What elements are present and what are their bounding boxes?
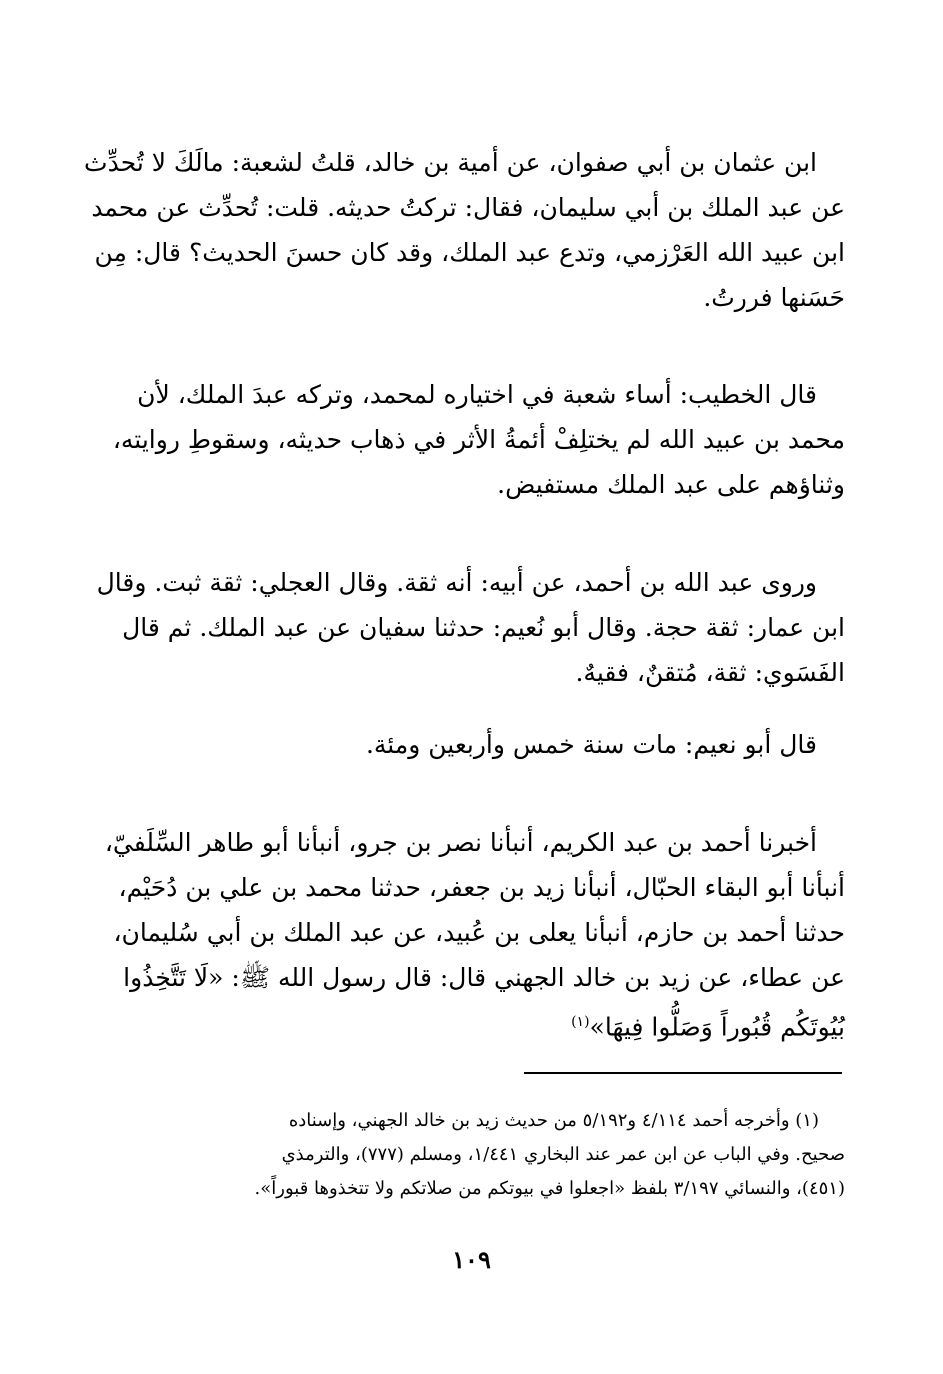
paragraph-1 bbox=[84, 140, 845, 320]
text-line: أنبأنا أبو البقاء الحبّال، أنبأنا زيد بن جعفر، حدثنا محمد بن علي بن دُحَيْم، bbox=[118, 873, 845, 902]
footnotes bbox=[165, 1104, 845, 1206]
text-line: حدثنا أحمد بن حازم، أنبأنا يعلى بن عُبيد، عن عبد الملك بن أبي سُليمان، bbox=[113, 918, 845, 947]
text-line: وروى عبد الله بن أحمد، عن أبيه: أنه ثقة. وقال العجلي: ثقة ثبت. وقال bbox=[96, 568, 817, 597]
text-line: محمد بن عبيد الله لم يختلِفْ أئمةُ الأثر في ذهاب حديثه، وسقوطِ روايته، bbox=[112, 425, 845, 454]
paragraph-4 bbox=[165, 722, 845, 767]
paragraph-2 bbox=[112, 372, 845, 507]
paragraph-3 bbox=[96, 560, 845, 695]
footnote-marker: (١) bbox=[571, 1014, 590, 1030]
text-line: أخبرنا أحمد بن عبد الكريم، أنبأنا نصر بن جرو، أنبأنا أبو طاهر السِّلَفيّ، bbox=[104, 828, 817, 857]
text-line: حَسَنها فررتُ. bbox=[703, 283, 845, 312]
text-line: ابن عمار: ثقة حجة. وقال أبو نُعيم: حدثنا سفيان عن عبد الملك. ثم قال bbox=[122, 613, 845, 642]
text-line bbox=[165, 1000, 845, 1045]
text-line: وثناؤهم على عبد الملك مستفيض. bbox=[497, 470, 845, 499]
page-number: ١٠٩ bbox=[452, 1245, 491, 1274]
footnote-line: (٤٥١)، والنسائي ٣/١٩٧ بلفظ «اجعلوا في بيوتكم من صلاتكم ولا تتخذوها قبوراً». bbox=[254, 1178, 845, 1199]
footnote-separator bbox=[524, 1072, 842, 1074]
footnote-line: (١) وأخرجه أحمد ٤/١١٤ و٥/١٩٢ من حديث زيد بن خالد الجهني، وإسناده bbox=[288, 1110, 819, 1131]
paragraph-5 bbox=[104, 820, 845, 1045]
text-line: قال أبو نعيم: مات سنة خمس وأربعين ومئة. bbox=[365, 730, 817, 759]
text-line: ابن عبيد الله العَرْزمي، وتدع عبد الملك، وقد كان حسنَ الحديث؟ قال: مِن bbox=[94, 238, 845, 267]
text-line: عن عطاء، عن زيد بن خالد الجهني قال: قال رسول الله ﷺ: «لَا تَتَّخِذُوا bbox=[123, 963, 845, 992]
text-line: عن عبد الملك بن أبي سليمان، فقال: تركتُ حديثه. قلت: تُحدِّث عن محمد bbox=[91, 193, 845, 222]
hadith-text: بُيُوتَكُم قُبُوراً وَصَلُّوا فِيهَا» bbox=[589, 1012, 845, 1042]
text-line: ابن عثمان بن أبي صفوان، عن أمية بن خالد، قلتُ لشعبة: مالَكَ لا تُحدِّث bbox=[84, 148, 817, 177]
footnote-line: صحيح. وفي الباب عن ابن عمر عند البخاري ١/٤٤١، ومسلم (٧٧٧)، والترمذي bbox=[281, 1144, 845, 1165]
text-line: قال الخطيب: أساء شعبة في اختياره لمحمد، وتركه عبدَ الملك، لأن bbox=[137, 380, 817, 409]
text-line: الفَسَوي: ثقة، مُتقنٌ، فقيهٌ. bbox=[575, 658, 845, 687]
